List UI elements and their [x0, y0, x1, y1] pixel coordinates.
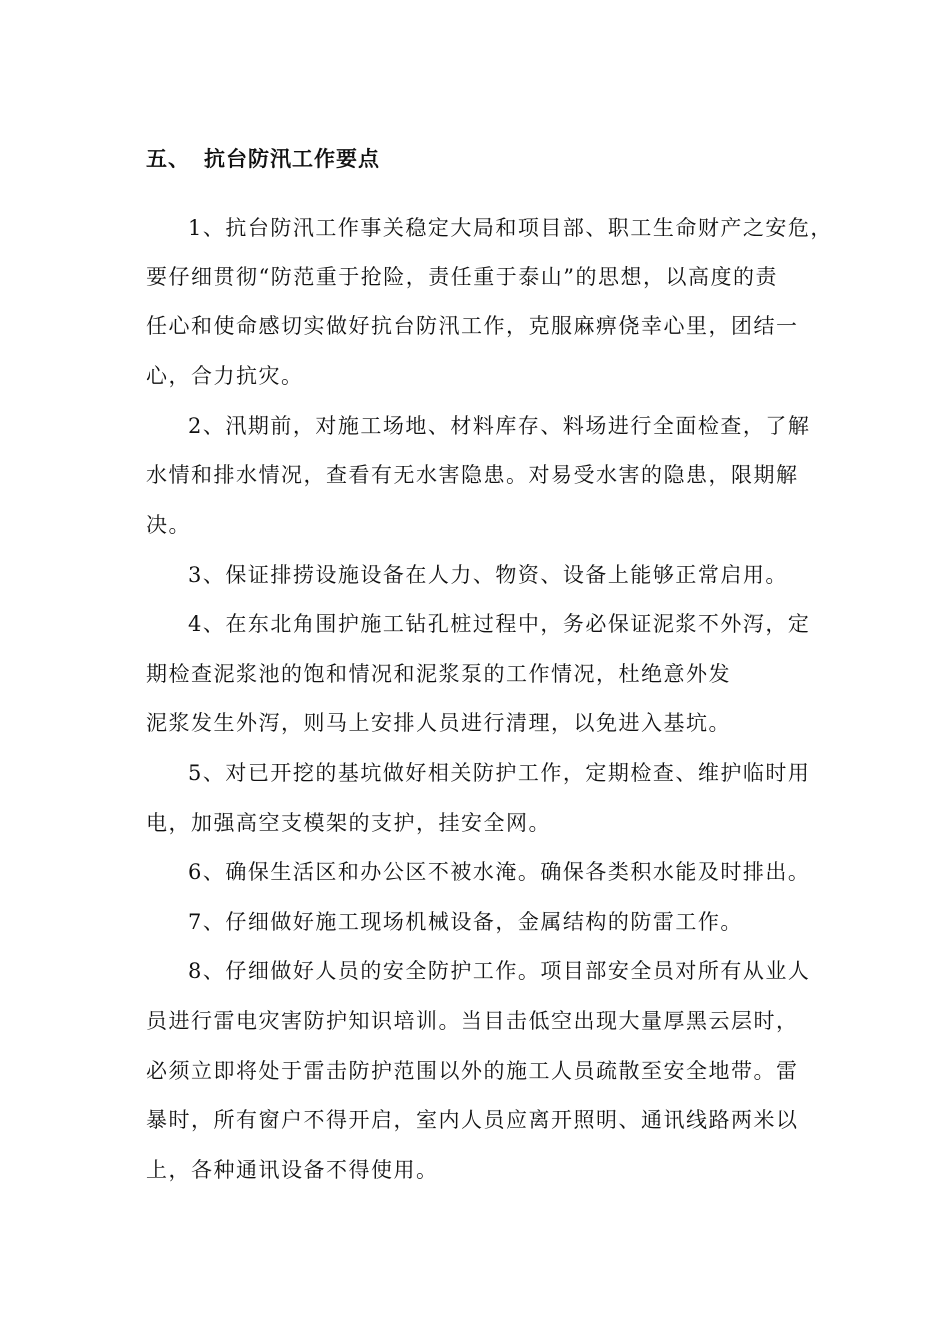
- paragraph-2-line-1: 2、汛期前，对施工场地、材料库存、料场进行全面检查，了解: [188, 414, 811, 438]
- section-title: 抗台防汛工作要点: [204, 146, 380, 171]
- paragraph-8-line-2: 员进行雷电灾害防护知识培训。当目击低空出现大量厚黑云层时，: [146, 1009, 799, 1033]
- paragraph-1-line-1: 1、抗台防汛工作事关稳定大局和项目部、职工生命财产之安危，: [188, 216, 833, 240]
- section-heading: [146, 143, 380, 173]
- paragraph-8-line-3: 必须立即将处于雷击防护范围以外的施工人员疏散至安全地带。雷: [146, 1059, 799, 1083]
- paragraph-6-line-1: 6、确保生活区和办公区不被水淹。确保各类积水能及时排出。: [188, 860, 811, 884]
- paragraph-8-line-5: 上，各种通讯设备不得使用。: [146, 1158, 439, 1182]
- paragraph-7-line-1: 7、仔细做好施工现场机械设备，金属结构的防雷工作。: [188, 910, 743, 934]
- paragraph-1-line-4: 心，合力抗灾。: [146, 364, 304, 388]
- paragraph-5-line-1: 5、对已开挖的基坑做好相关防护工作，定期检查、维护临时用: [188, 761, 811, 785]
- paragraph-2-line-3: 决。: [146, 513, 191, 537]
- paragraph-1-line-3: 任心和使命感切实做好抗台防汛工作，克服麻痹侥幸心里，团结一: [146, 314, 799, 338]
- paragraph-8-line-1: 8、仔细做好人员的安全防护工作。项目部安全员对所有从业人: [188, 959, 811, 983]
- paragraph-2-line-2: 水情和排水情况，查看有无水害隐患。对易受水害的隐患，限期解: [146, 463, 799, 487]
- paragraph-4-line-2: 期检查泥浆池的饱和情况和泥浆泵的工作情况，杜绝意外发: [146, 662, 731, 686]
- paragraph-8-line-4: 暴时，所有窗户不得开启，室内人员应离开照明、通讯线路两米以: [146, 1108, 799, 1132]
- section-number: 五、: [146, 146, 190, 171]
- paragraph-3-line-1: 3、保证排捞设施设备在人力、物资、设备上能够正常启用。: [188, 563, 788, 587]
- paragraph-4-line-3: 泥浆发生外泻，则马上安排人员进行清理，以免进入基坑。: [146, 711, 731, 735]
- paragraph-4-line-1: 4、在东北角围护施工钻孔桩过程中，务必保证泥浆不外泻，定: [188, 612, 811, 636]
- paragraph-1-line-2: 要仔细贯彻“防范重于抢险，责任重于泰山”的思想，以高度的责: [146, 265, 778, 289]
- paragraph-5-line-2: 电，加强高空支模架的支护，挂安全网。: [146, 811, 551, 835]
